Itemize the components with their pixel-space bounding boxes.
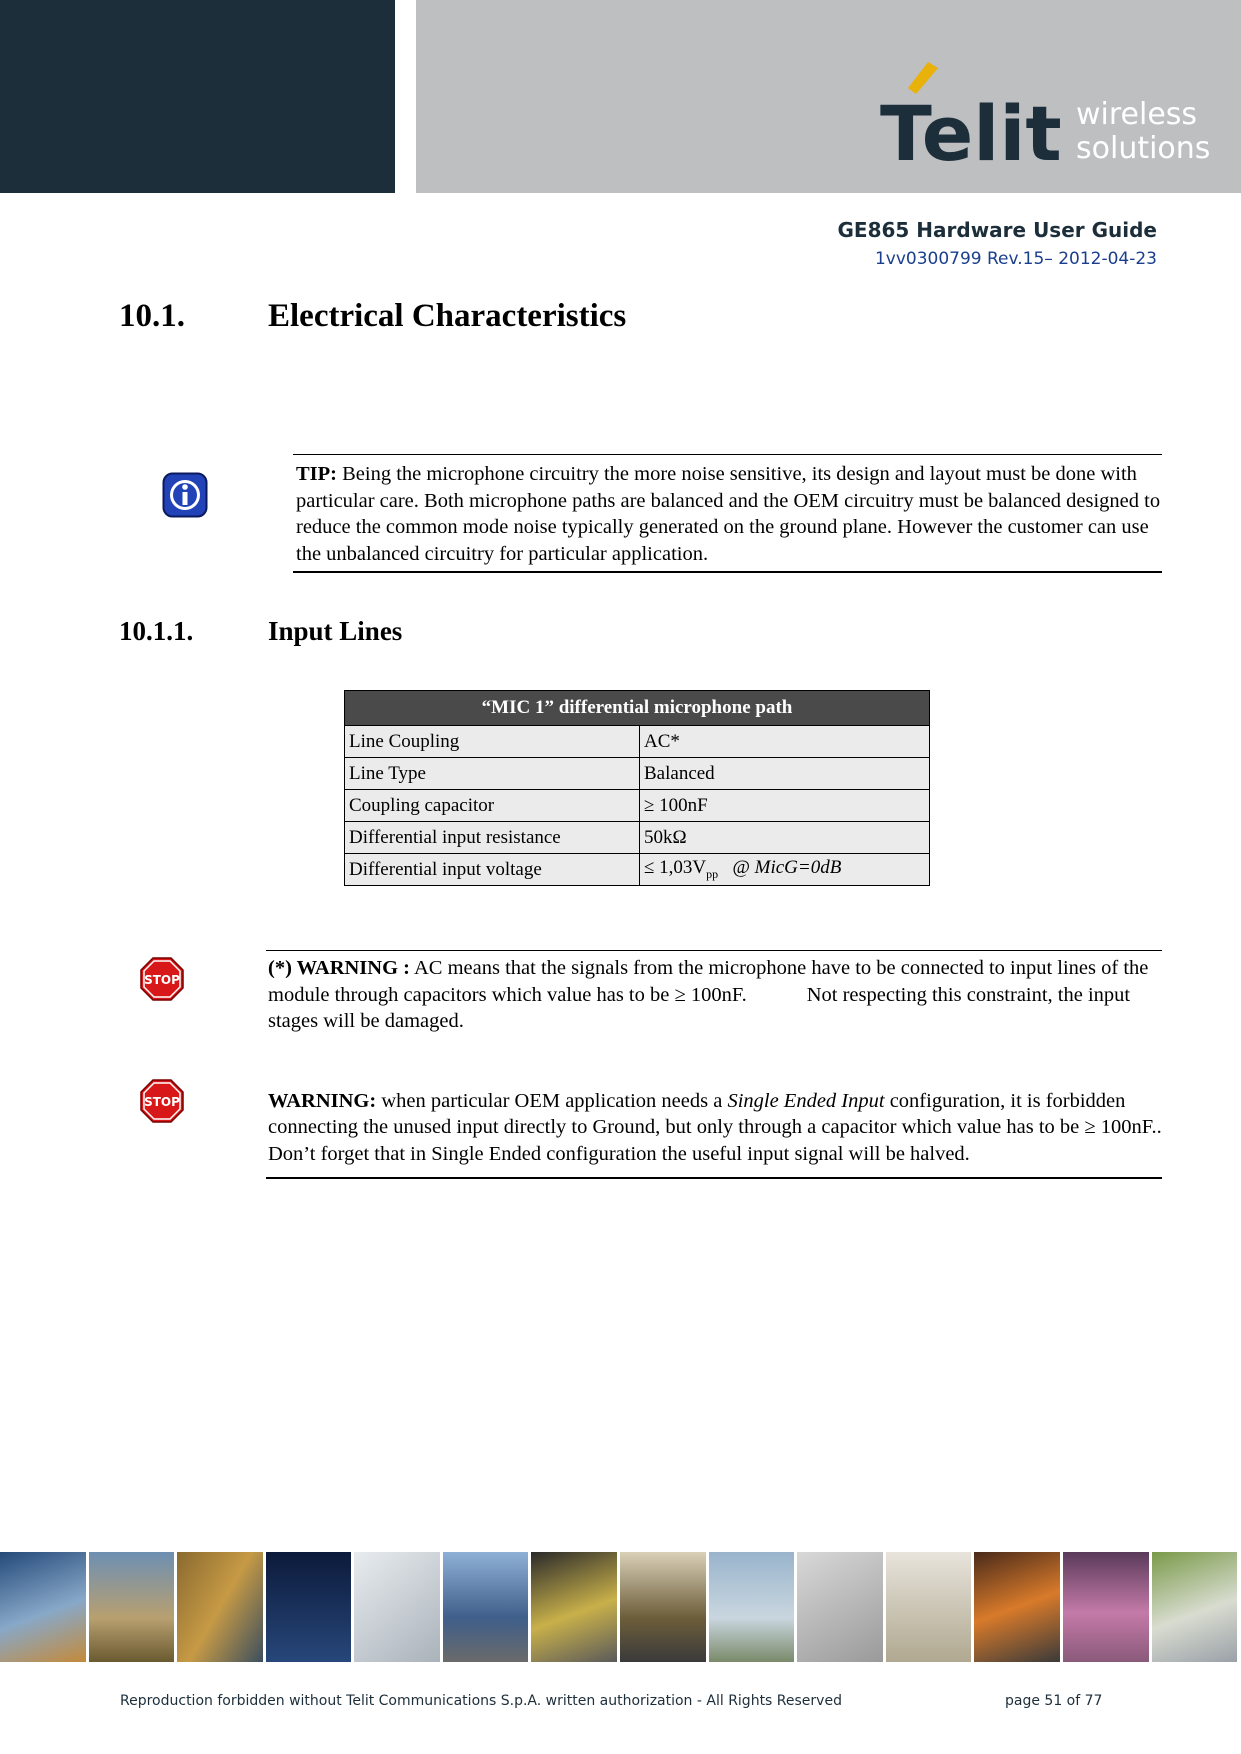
svg-text:STOP: STOP: [144, 973, 180, 987]
photo-tile: [531, 1552, 617, 1662]
table-header: “MIC 1” differential microphone path: [345, 691, 930, 726]
photo-tile: [354, 1552, 440, 1662]
value-cell: [640, 854, 930, 886]
header-dark-panel: [0, 0, 395, 193]
warning-2-text-a: when particular OEM application needs a: [376, 1089, 728, 1112]
svg-text:STOP: STOP: [144, 1095, 180, 1109]
value-subscript: pp: [706, 866, 719, 881]
stop-sign-icon: [140, 1079, 184, 1123]
photo-tile: [974, 1552, 1060, 1662]
footer-copyright: Reproduction forbidden without Telit Communications S.p.A. written authorization - All Rights Reserved: [120, 1693, 842, 1709]
footer-photo-strip: [0, 1552, 1237, 1662]
value-main: ≤ 1,03V: [644, 857, 707, 879]
section-title: Electrical Characteristics: [268, 298, 627, 334]
value-cell: ≥ 100nF: [640, 790, 930, 822]
warning-1: [268, 955, 1162, 1035]
param-cell: Line Coupling: [345, 726, 640, 758]
warning-1-text-b: Not respecting this constraint, the input stages will be damaged.: [268, 983, 1131, 1032]
logo-tagline-2: solutions: [1076, 131, 1210, 166]
section-number: 10.1.: [119, 298, 185, 334]
param-cell: Differential input voltage: [345, 854, 640, 886]
table-row: [345, 790, 930, 822]
value-cell: Balanced: [640, 758, 930, 790]
telit-logo: [880, 60, 1210, 175]
photo-tile: [89, 1552, 175, 1662]
value-cell: 50kΩ: [640, 822, 930, 854]
warning-2-text-c: Don’t forget that in Single Ended configuration the useful input signal will be halved.: [268, 1142, 970, 1165]
table-row: [345, 758, 930, 790]
table-row: [345, 822, 930, 854]
tip-box: [293, 454, 1162, 573]
warning-box: [266, 950, 1162, 1179]
tip-label: TIP:: [296, 463, 337, 485]
warning-2-label: WARNING:: [268, 1089, 377, 1112]
stop-sign-icon: [140, 957, 184, 1001]
value-extra: @ MicG=0dB: [732, 857, 842, 879]
photo-tile: [0, 1552, 86, 1662]
photo-tile: [177, 1552, 263, 1662]
table-header-row: [345, 691, 930, 726]
param-cell: Line Type: [345, 758, 640, 790]
logo-tagline-1: wireless: [1076, 97, 1198, 132]
photo-tile: [797, 1552, 883, 1662]
warning-2-text-b: configuration, it is forbidden connecting the unused input directly to Ground, but only through a capacitor which value has to be ≥ 100nF..: [268, 1089, 1162, 1138]
photo-tile: [620, 1552, 706, 1662]
param-cell: Coupling capacitor: [345, 790, 640, 822]
warning-2: [268, 1088, 1162, 1168]
photo-tile: [266, 1552, 352, 1662]
photo-tile: [886, 1552, 972, 1662]
warning-1-text-a: AC means that the signals from the microphone have to be connected to input lines of the module through capacitors which value has to be ≥ 100nF.: [268, 957, 1149, 1006]
page-number: page 51 of 77: [1005, 1693, 1103, 1709]
warning-1-label: (*) WARNING :: [268, 957, 410, 979]
subsection-title: Input Lines: [268, 616, 403, 646]
subsection-heading: [119, 616, 403, 647]
photo-tile: [1063, 1552, 1149, 1662]
mic-path-table: [344, 690, 930, 886]
warning-2-emph: Single Ended Input: [727, 1089, 885, 1112]
section-heading: [119, 298, 627, 335]
value-cell: AC*: [640, 726, 930, 758]
tip-text: Being the microphone circuitry the more noise sensitive, its design and layout must be done with particular care. Both microphone paths are balanced and the OEM circuitry must be balanced designed to reduce the common mode noise typically generated on the ground plane. However the customer can use the unbalanced circuitry for particular application.: [296, 463, 1161, 565]
photo-tile: [709, 1552, 795, 1662]
doc-revision: 1vv0300799 Rev.15– 2012-04-23: [874, 249, 1157, 269]
table-row: [345, 726, 930, 758]
doc-title: GE865 Hardware User Guide: [837, 218, 1157, 242]
subsection-number: 10.1.1.: [119, 616, 194, 646]
photo-tile: [1152, 1552, 1238, 1662]
logo-brand: Telit: [880, 89, 1062, 175]
param-cell: Differential input resistance: [345, 822, 640, 854]
info-icon: [162, 472, 208, 518]
photo-tile: [443, 1552, 529, 1662]
table-row: [345, 854, 930, 886]
